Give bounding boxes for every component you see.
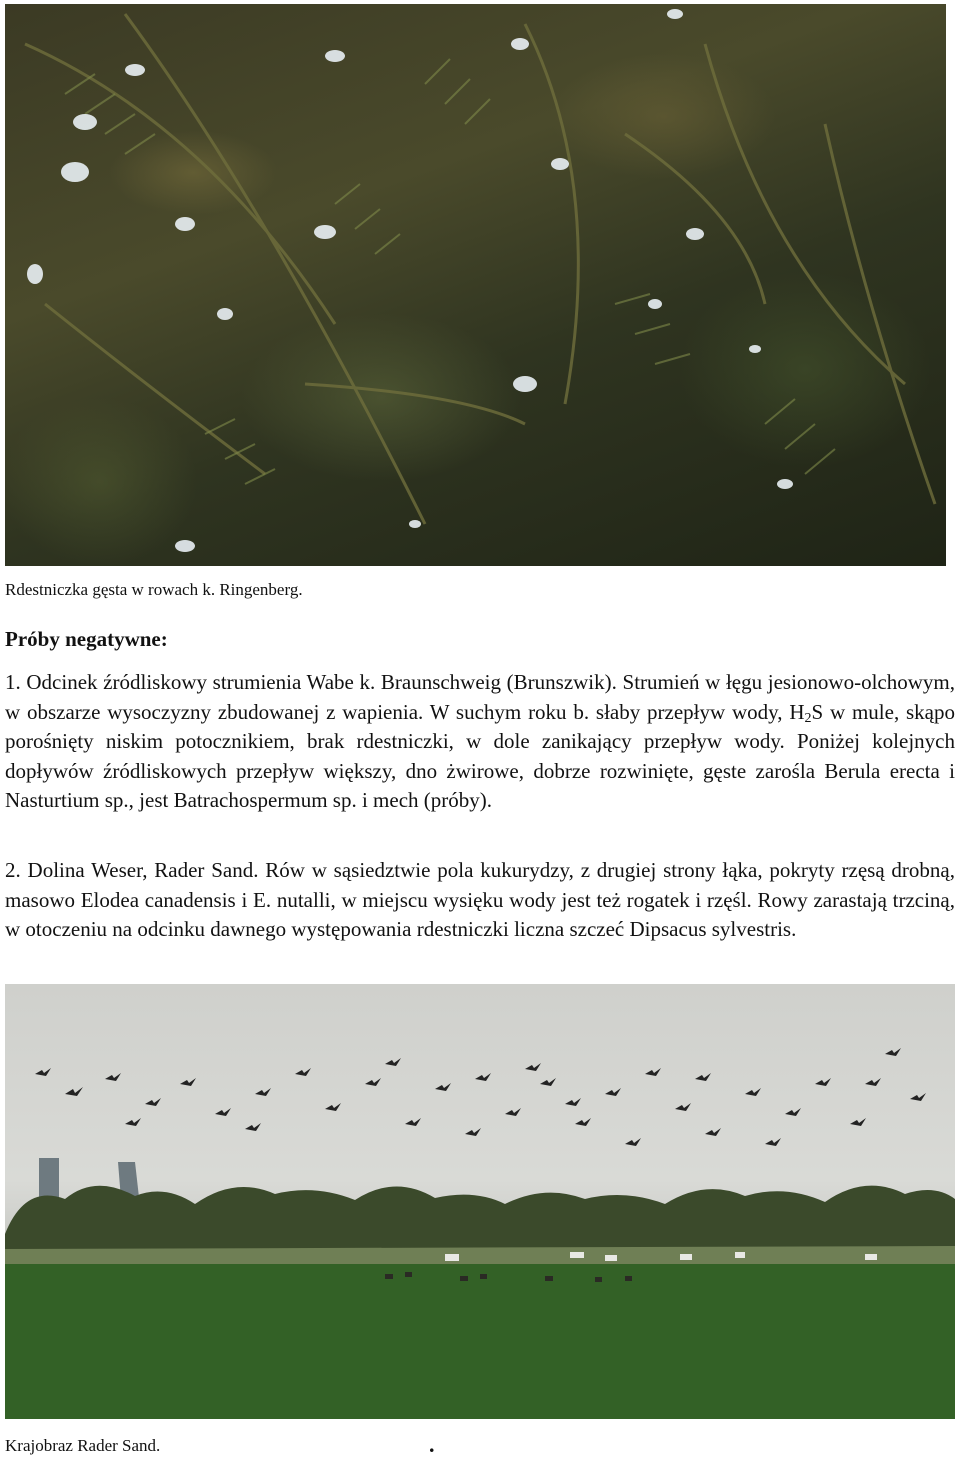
paragraph-wabe [5, 668, 955, 816]
section-heading: Próby negatywne: [5, 627, 168, 651]
meadow-shape [5, 1264, 955, 1419]
landscape-photo [5, 984, 955, 1419]
paragraph-text: 1. Odcinek źródliskowy strumienia Wabe k. Braunschweig (Brunszwik). Strumień w łęgu jesionowo-olchowym, w obszarze wysoczyzny zbudowanej z wapienia. W suchym roku b. słaby przepływ wody, H [5, 670, 955, 724]
flying-geese-shape [35, 1048, 926, 1146]
paragraph-text: S w mule, skąpo porośnięty niskim potocznikiem, brak rdestniczki, w dole zanikający przepływ wody. Poniżej kolejnych dopływów źródliskowych przepływ większy, dno żwirowe, dobrze rozwinięte, gęste zarośla Berula erecta i Nasturtium sp., jest Batrachospermum sp. i mech (próby). [5, 699, 956, 812]
figure-caption: Krajobraz Rader Sand. [5, 1436, 161, 1455]
paragraph-weser: 2. Dolina Weser, Rader Sand. Rów w sąsiedztwie pola kukurydzy, z drugiej strony łąka, pokryty rzęsą drobną, masowo Elodea canadensis i E. nutalli, w miejscu wysięku wody jest też rogatek i rzęśl. Rowy zarastają trzciną, w otoczeniu na odcinku dawnego występowania rdestniczki liczna szczeć Dipsacus sylvestris. [5, 858, 955, 941]
figure-caption: Rdestniczka gęsta w rowach k. Ringenberg. [5, 580, 303, 599]
landscape-illustration [5, 984, 955, 1419]
treeline-shape [5, 1186, 955, 1254]
aquatic-plant-illustration [5, 4, 946, 566]
subscript: 2 [804, 710, 812, 726]
caption-dot: . [429, 1432, 435, 1457]
aquatic-plant-photo [5, 4, 946, 566]
